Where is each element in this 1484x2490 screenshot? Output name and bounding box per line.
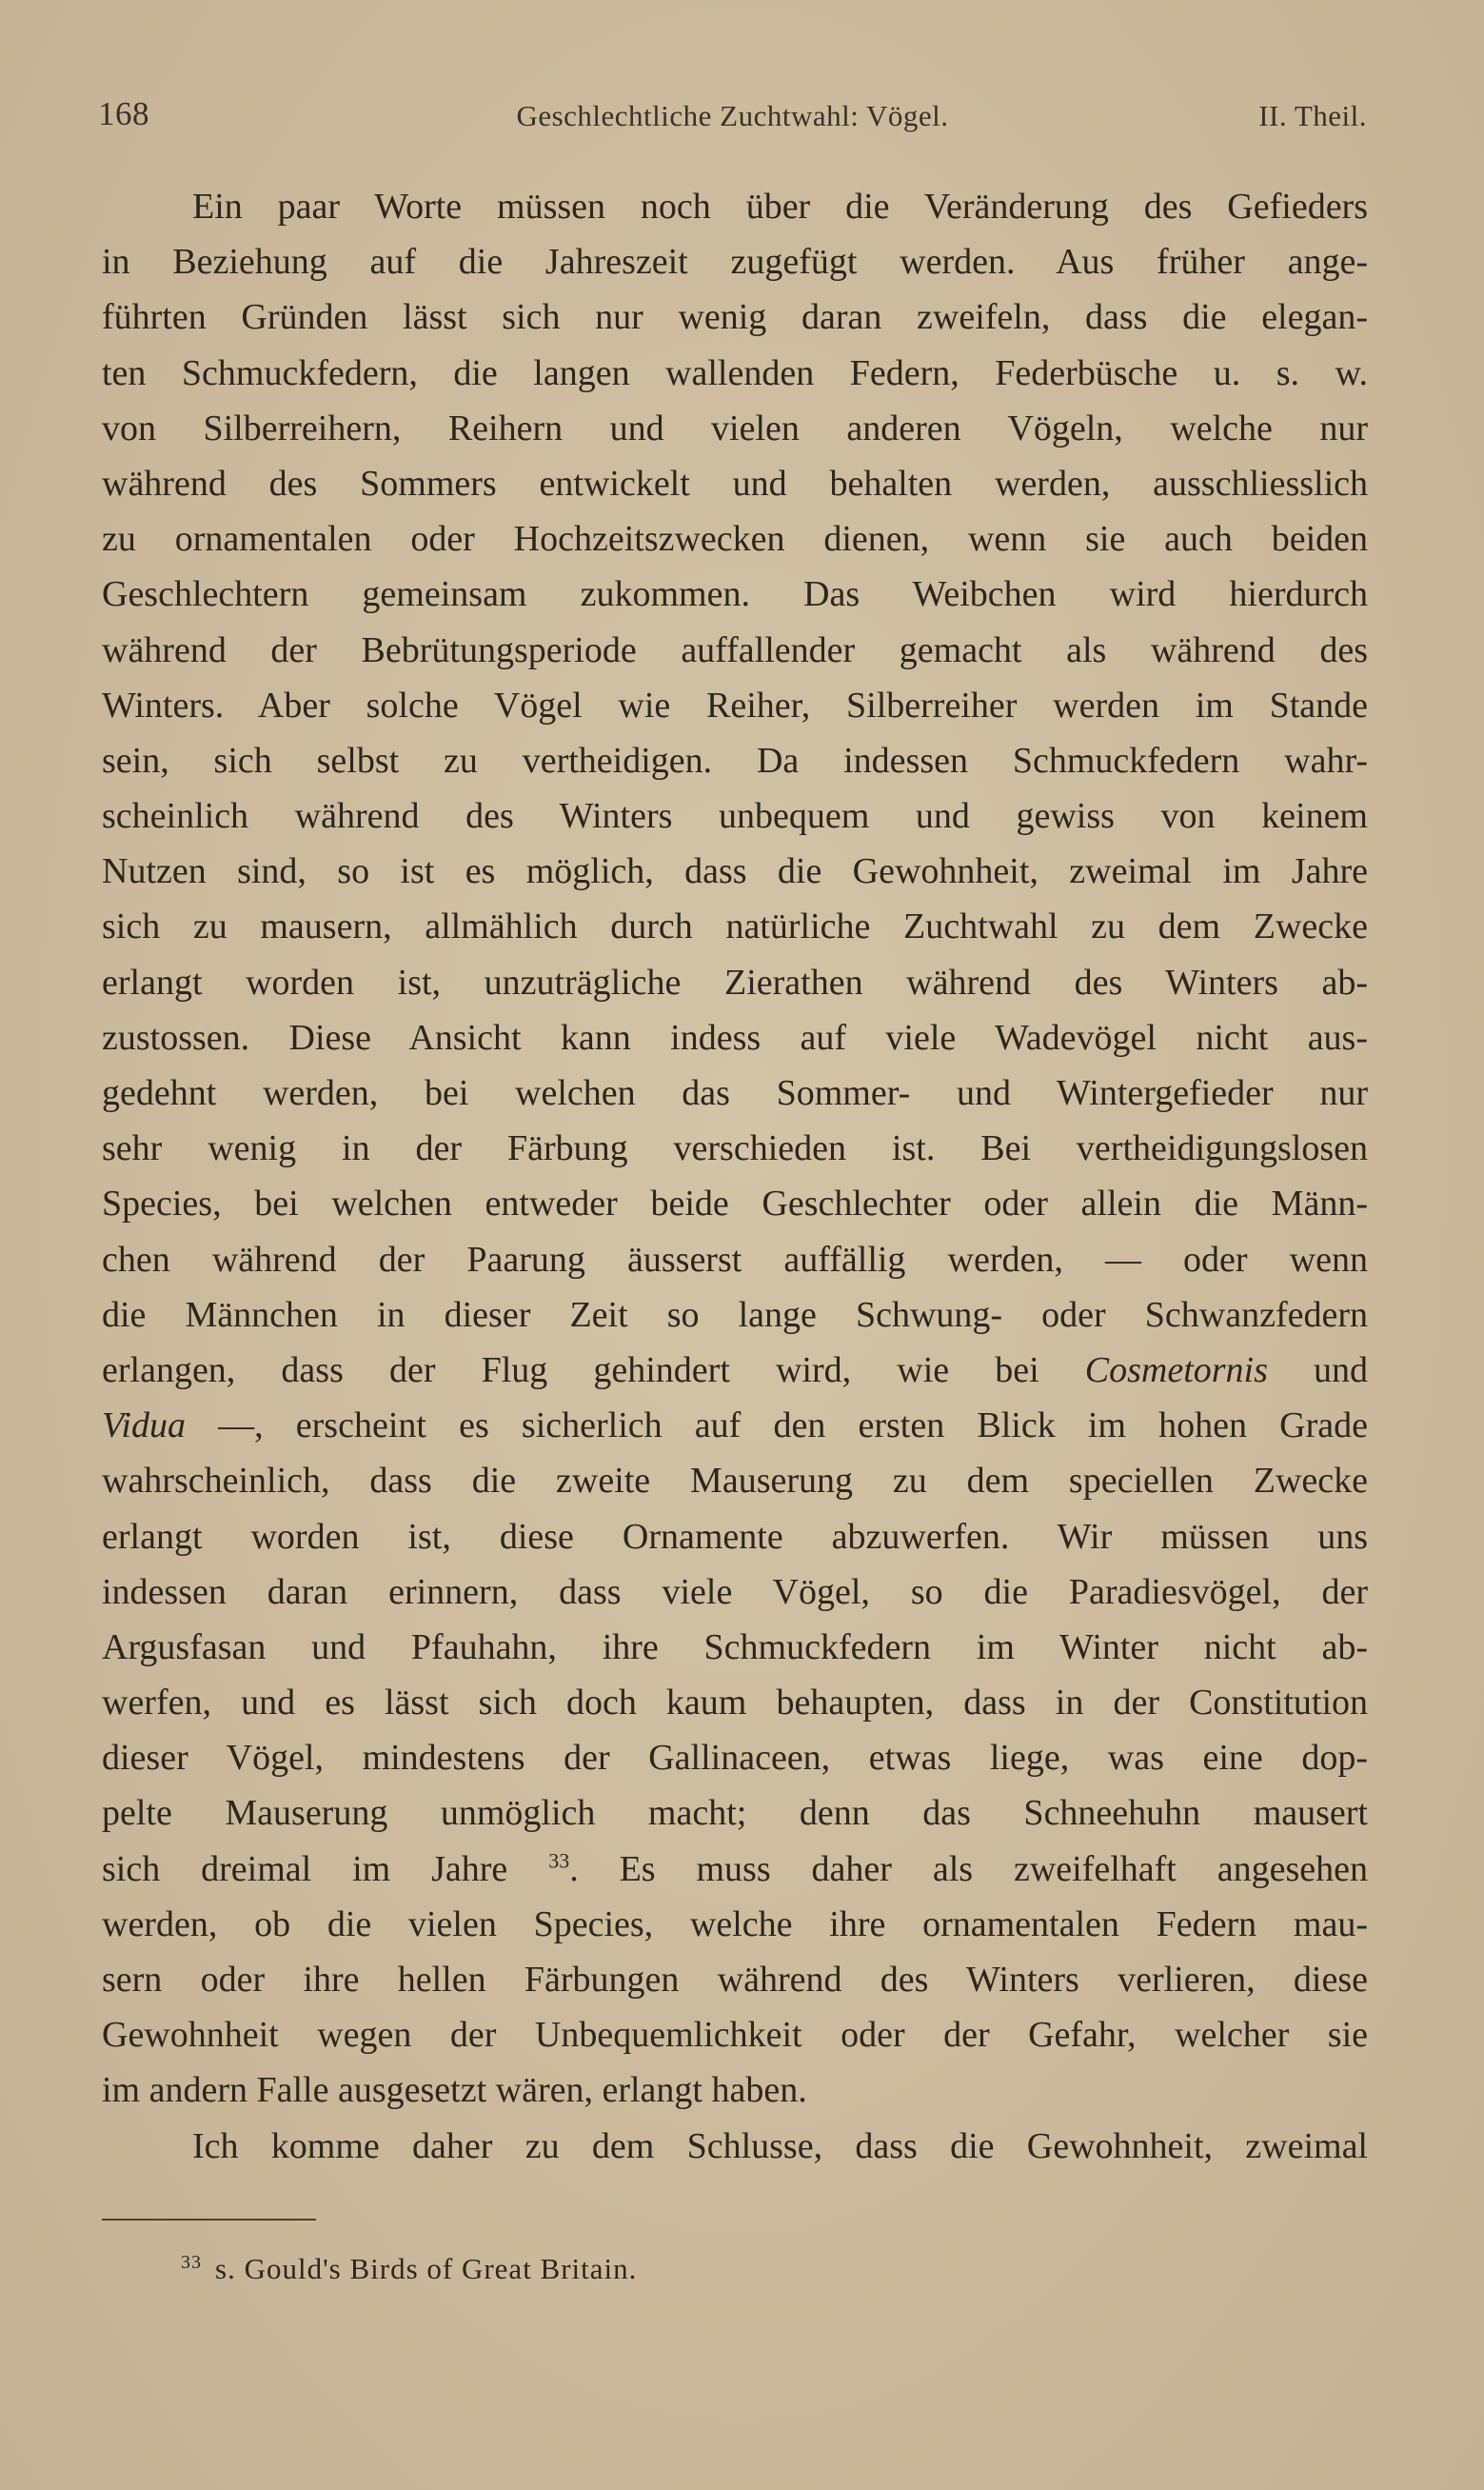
text-line xyxy=(102,1343,1368,1398)
text-run: sich dreimal im Jahre xyxy=(102,1848,549,1889)
text-line: erlangt worden ist, diese Ornamente abzuwerfen. Wir müssen uns xyxy=(102,1516,1368,1557)
footnote-reference: 33 xyxy=(548,1847,570,1872)
paragraph xyxy=(102,179,1368,2119)
text-line: sein, sich selbst zu vertheidigen. Da indessen Schmuckfedern wahr- xyxy=(102,740,1368,781)
text-line: Argusfasan und Pfauhahn, ihre Schmuckfedern im Winter nicht ab- xyxy=(102,1626,1368,1667)
taxon-name: Cosmetornis xyxy=(1084,1349,1268,1390)
text-line: sehr wenig in der Färbung verschieden ist. Bei vertheidigungslosen xyxy=(102,1128,1368,1169)
text-line: von Silberreihern, Reihern und vielen anderen Vögeln, welche nur xyxy=(102,408,1368,448)
text-run: —, erscheint es sicherlich auf den ersten Blick im hohen Grade xyxy=(185,1405,1368,1446)
text-line: dieser Vögel, mindestens der Gallinaceen, etwas liege, was eine dop- xyxy=(102,1738,1368,1779)
running-header xyxy=(98,95,1367,143)
text-run: und xyxy=(1267,1349,1368,1390)
text-line: sich zu mausern, allmählich durch natürliche Zuchtwahl zu dem Zwecke xyxy=(102,906,1368,947)
text-line: zustossen. Diese Ansicht kann indess auf viele Wadevögel nicht aus- xyxy=(102,1017,1368,1058)
running-title: Geschlechtliche Zuchtwahl: Vögel. xyxy=(516,99,949,132)
text-line: werfen, und es lässt sich doch kaum behaupten, dass in der Constitution xyxy=(102,1683,1368,1723)
text-line: führten Gründen lässt sich nur wenig daran zweifeln, dass die elegan- xyxy=(102,297,1368,338)
text-run: . Es muss daher als zweifelhaft angesehen xyxy=(569,1848,1368,1889)
text-line: erlangt worden ist, unzuträgliche Zierathen während des Winters ab- xyxy=(102,962,1368,1003)
footnote xyxy=(181,2252,637,2286)
text-line: ten Schmuckfedern, die langen wallenden Federn, Federbüsche u. s. w. xyxy=(102,352,1368,393)
text-line: Species, bei welchen entweder beide Geschlechter oder allein die Männ- xyxy=(102,1184,1368,1225)
text-line: Ein paar Worte müssen noch über die Veränderung des Gefieders xyxy=(192,187,1368,227)
footnote-mark: 33 xyxy=(181,2251,202,2273)
text-line: Gewohnheit wegen der Unbequemlichkeit oder der Gefahr, welcher sie xyxy=(102,2015,1368,2056)
text-line: gedehnt werden, bei welchen das Sommer- und Wintergefieder nur xyxy=(102,1073,1368,1113)
text-line: Geschlechtern gemeinsam zukommen. Das Weibchen wird hierdurch xyxy=(102,574,1368,615)
footnote-text: s. Gould's Birds of Great Britain. xyxy=(215,2252,638,2285)
text-line: Nutzen sind, so ist es möglich, dass die Gewohnheit, zweimal im Jahre xyxy=(102,851,1368,892)
text-line: Ich komme daher zu dem Schlusse, dass die Gewohnheit, zweimal xyxy=(192,2125,1368,2166)
text-line: sern oder ihre hellen Färbungen während des Winters verlieren, diese xyxy=(102,1960,1368,2000)
text-line: wahrscheinlich, dass die zweite Mauserung zu dem speciellen Zwecke xyxy=(102,1461,1368,1502)
footnote-divider xyxy=(102,2219,316,2221)
body-text xyxy=(102,179,1368,2174)
part-label: II. Theil. xyxy=(1258,99,1367,132)
text-line: pelte Mauserung unmöglich macht; denn das Schneehuhn mausert xyxy=(102,1793,1368,1834)
text-line: während des Sommers entwickelt und behalten werden, ausschliesslich xyxy=(102,463,1368,504)
text-line: werden, ob die vielen Species, welche ihre ornamentalen Federn mau- xyxy=(102,1903,1368,1944)
taxon-name: Vidua xyxy=(102,1405,186,1446)
text-line: die Männchen in dieser Zeit so lange Schwung- oder Schwanzfedern xyxy=(102,1294,1368,1335)
page-number: 168 xyxy=(98,95,149,132)
text-line: im andern Falle ausgesetzt wären, erlangt haben. xyxy=(102,2070,807,2111)
text-line: während der Bebrütungsperiode auffallender gemacht als während des xyxy=(102,629,1368,670)
text-line xyxy=(102,1842,1368,1897)
text-line: chen während der Paarung äusserst auffällig werden, — oder wenn xyxy=(102,1239,1368,1280)
text-line: zu ornamentalen oder Hochzeitszwecken dienen, wenn sie auch beiden xyxy=(102,519,1368,560)
text-line: indessen daran erinnern, dass viele Vögel, so die Paradiesvögel, der xyxy=(102,1571,1368,1612)
text-run: erlangen, dass der Flug gehindert wird, wie bei xyxy=(102,1349,1085,1390)
text-line xyxy=(102,1398,1368,1453)
text-line: in Beziehung auf die Jahreszeit zugefügt werden. Aus früher ange- xyxy=(102,242,1368,283)
paragraph xyxy=(102,2119,1368,2174)
text-line: scheinlich während des Winters unbequem und gewiss von keinem xyxy=(102,796,1368,837)
text-line: Winters. Aber solche Vögel wie Reiher, Silberreiher werden im Stande xyxy=(102,685,1368,726)
